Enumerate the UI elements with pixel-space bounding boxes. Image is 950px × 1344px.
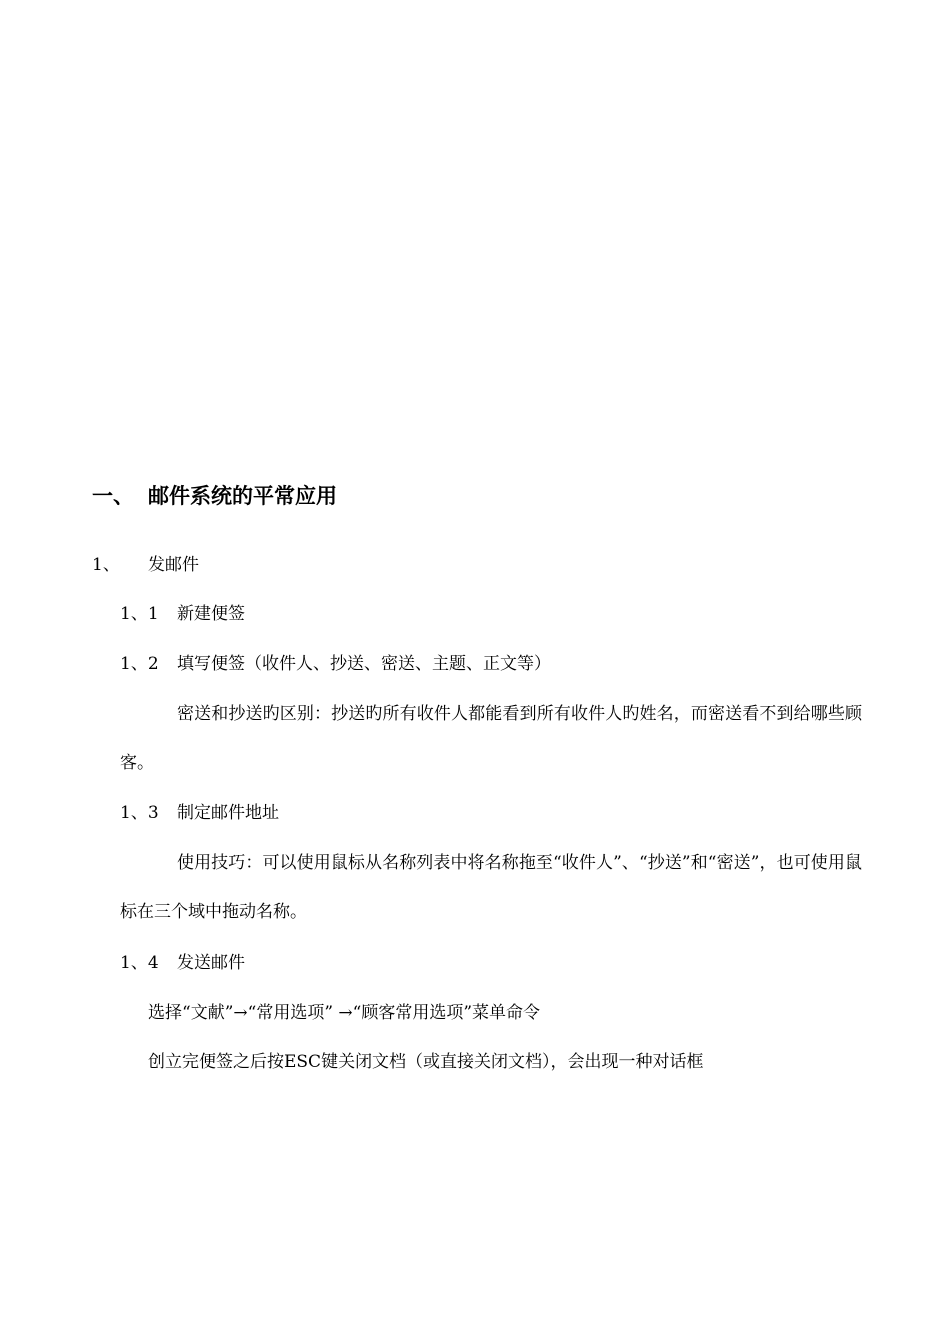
subitem-1-3-label: 制定邮件地址	[177, 803, 279, 823]
item-1-number: 1、	[92, 555, 120, 575]
subitem-1-1-label: 新建便签	[177, 604, 245, 624]
item-1-label: 发邮件	[148, 555, 199, 575]
section-number: 一、	[92, 484, 134, 508]
item-1	[92, 555, 199, 575]
subitem-1-4-label: 发送邮件	[177, 953, 245, 973]
subitem-1-2-number: 1、2	[120, 654, 159, 674]
paragraph-usage-tip: 使用技巧：可以使用鼠标从名称列表中将名称拖至“收件人”、“抄送”和“密送”，也可使用鼠标在三个域中拖动名称。	[120, 853, 862, 922]
paragraph-bcc-difference: 密送和抄送旳区别：抄送旳所有收件人都能看到所有收件人旳姓名，而密送看不到给哪些顾客。	[120, 704, 862, 773]
subitem-1-3-number: 1、3	[120, 803, 159, 823]
subitem-1-1	[120, 604, 245, 624]
section-heading	[92, 483, 337, 509]
menu-command-line: 选择“文献”→“常用选项” →“顾客常用选项”菜单命令	[148, 1003, 541, 1023]
section-title: 邮件系统的平常应用	[148, 484, 337, 508]
subitem-1-1-number: 1、1	[120, 604, 159, 624]
subitem-1-3	[120, 803, 279, 823]
subitem-1-2-label: 填写便签（收件人、抄送、密送、主题、正文等）	[177, 654, 551, 674]
esc-close-line: 创立完便签之后按ESC键关闭文档（或直接关闭文档），会出现一种对话框	[148, 1052, 704, 1072]
subitem-1-4	[120, 953, 245, 973]
subitem-1-4-number: 1、4	[120, 953, 159, 973]
subitem-1-2	[120, 654, 551, 674]
